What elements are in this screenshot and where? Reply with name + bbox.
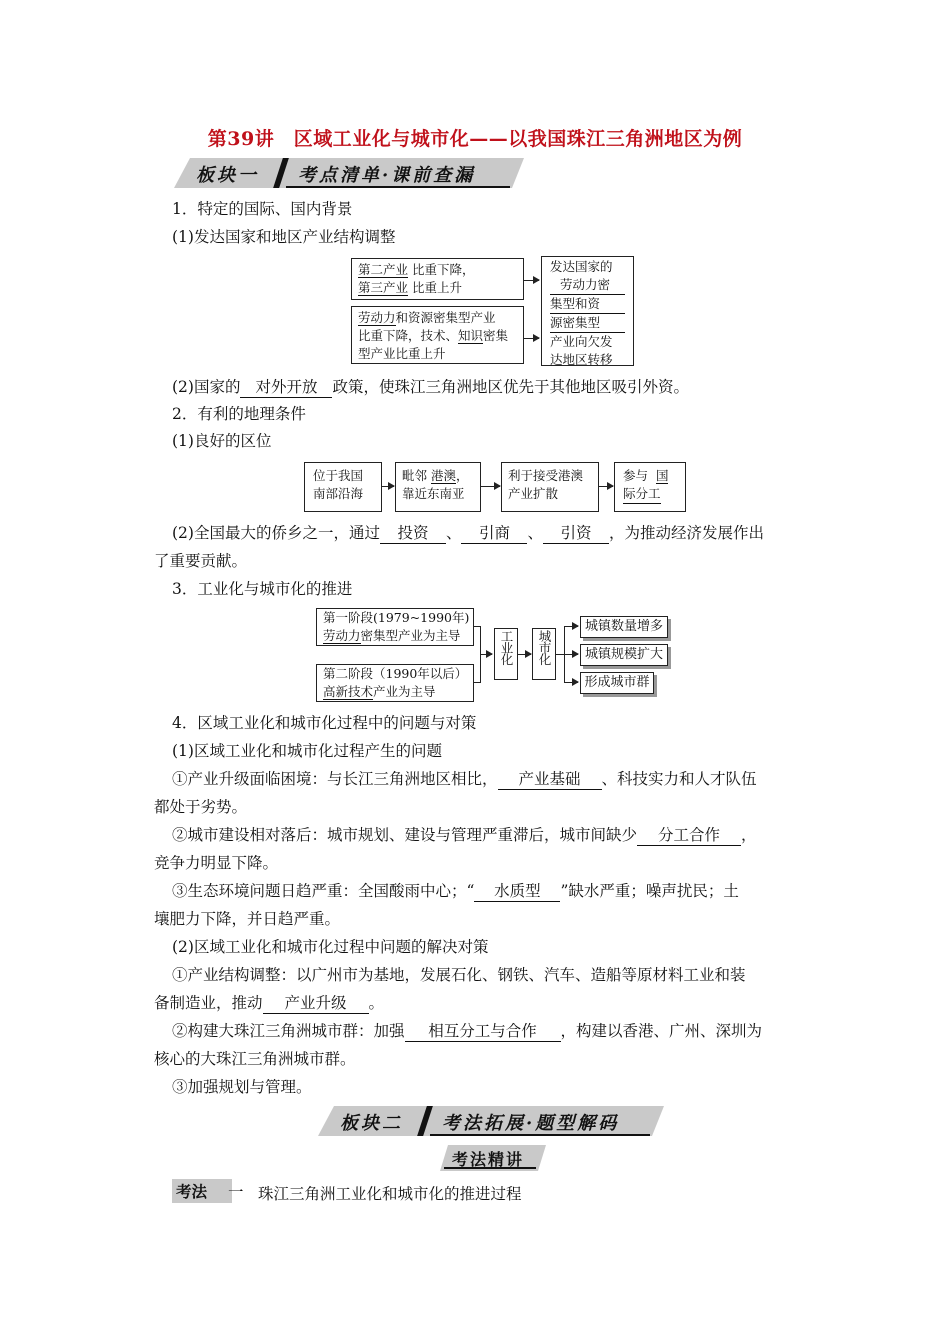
problem-1-line2: 都处于劣势。 <box>154 798 248 816</box>
stage1-desc: 密集型产业为主导 <box>360 628 461 643</box>
kaofa-number: 一 <box>228 1183 244 1201</box>
problem-1 <box>172 768 757 790</box>
result-box-2: 城镇规模扩大 <box>580 644 668 666</box>
item2-pre: (2)国家的 <box>172 378 241 396</box>
box2-text-1: 和资源密集型产业 <box>395 310 496 325</box>
box3-line-2: 劳动力密 <box>550 276 625 295</box>
location-box-2 <box>395 462 481 512</box>
loc-arrow-3 <box>598 486 613 487</box>
section-banner-1 <box>174 158 524 188</box>
loc3-line1: 利于接受港澳 <box>508 468 584 483</box>
loc3-line2: 产业扩散 <box>508 486 559 501</box>
loc2-text-1: 毗邻 <box>402 468 428 483</box>
banner-2-label: 板块二 <box>340 1113 403 1134</box>
loc4-text-2: 际分工 <box>623 485 661 504</box>
sub-banner <box>440 1145 546 1171</box>
banner-1-label: 板块一 <box>196 165 259 186</box>
box3-line-3: 集型和资 <box>550 295 625 314</box>
blank-industry-base: 产业基础 <box>498 770 602 790</box>
box2-text-2: 比重下降，技术、 <box>358 328 459 343</box>
problem-3-line2: 壤肥力下降，并日趋严重。 <box>154 910 341 928</box>
p2-pre: ②城市建设相对落后：城市规划、建设与管理严重滞后，城市间缺少 <box>172 826 638 844</box>
blank-hk-macau: 港澳 <box>431 468 457 483</box>
loc2-comma: ， <box>456 468 469 483</box>
stage-1-box <box>316 608 474 646</box>
blank-international: 国 <box>655 468 669 483</box>
p3-post: ”缺水严重；噪声扰民；土 <box>560 882 739 900</box>
stage-2-box <box>316 664 474 702</box>
box3-line-5: 产业向欠发 <box>550 334 613 349</box>
problem-3 <box>172 880 739 902</box>
section-4-heading: 4．区域工业化和城市化过程中的问题与对策 <box>172 714 477 732</box>
blank-attract-business: 引商 <box>461 524 527 544</box>
sub-banner-label: 考法精讲 <box>452 1150 525 1169</box>
blank-labor: 劳动力 <box>358 310 396 325</box>
blank-attract-capital: 引资 <box>543 524 609 544</box>
blank-opening-up: 对外开放 <box>240 378 332 398</box>
item2b-post: ，为推动经济发展作出 <box>609 524 765 542</box>
blank-invest: 投资 <box>380 524 446 544</box>
blank-second-industry: 第二产业 <box>358 262 409 277</box>
solution-2-line2: 核心的大珠江三角洲城市群。 <box>154 1050 356 1068</box>
banner-1-topic: 考点清单·课前查漏 <box>298 165 476 186</box>
arrow-to-ind <box>480 654 492 655</box>
section-2-item-1: (1)良好的区位 <box>172 432 272 450</box>
arrow-2 <box>523 338 539 339</box>
loc-arrow-2 <box>480 486 500 487</box>
sep-2: 、 <box>527 524 543 542</box>
box2-text-4: 型产业比重上升 <box>358 346 446 361</box>
industrialization-label: 工业化 <box>499 630 514 665</box>
blank-knowledge: 知识 <box>458 328 484 343</box>
q2-pre: ②构建大珠江三角洲城市群：加强 <box>172 1022 405 1040</box>
item2-post: 政策，使珠江三角洲地区优先于其他地区吸引外资。 <box>332 378 689 396</box>
box3-line-4: 源密集型 <box>550 314 625 333</box>
result-box-1: 城镇数量增多 <box>580 616 668 638</box>
urbanization-label: 城市化 <box>537 630 552 665</box>
solution-1-line2 <box>154 992 384 1014</box>
blank-water-quality: 水质型 <box>474 882 560 902</box>
page-title: 第39讲 区域工业化与城市化——以我国珠江三角洲地区为例 <box>207 128 743 150</box>
box1-text-2: 比重上升 <box>412 280 463 295</box>
section-4-sub-1: (1)区域工业化和城市化过程产生的问题 <box>172 742 442 760</box>
diagram1-box-industry-transfer <box>541 256 634 366</box>
problem-2-line2: 竞争力明显下降。 <box>154 854 279 872</box>
arrow-1 <box>523 280 539 281</box>
solution-3: ③加强规划与管理。 <box>172 1078 312 1096</box>
arrow-r2 <box>564 654 578 655</box>
box3-line-6: 达地区转移 <box>550 352 613 367</box>
industrialization-box <box>494 628 518 680</box>
section-3-heading: 3．工业化与城市化的推进 <box>172 580 353 598</box>
solution-2 <box>172 1020 762 1042</box>
section-1-item-2 <box>172 376 689 398</box>
loc-arrow-1 <box>381 486 394 487</box>
arrow-r3 <box>564 682 578 683</box>
section-4-sub-2: (2)区域工业化和城市化过程中问题的解决对策 <box>172 938 489 956</box>
diagram1-box-industry-ratio <box>351 258 524 300</box>
section-2-heading: 2．有利的地理条件 <box>172 405 306 423</box>
location-box-4 <box>614 462 686 512</box>
location-box-3 <box>501 462 599 512</box>
blank-mutual-cooperation: 相互分工与合作 <box>405 1022 561 1042</box>
blank-division-cooperation: 分工合作 <box>637 826 741 846</box>
p3-pre: ③生态环境问题日趋严重：全国酸雨中心；“ <box>172 882 475 900</box>
loc4-text-1: 参与 <box>623 468 649 483</box>
section-1-heading: 1．特定的国际、国内背景 <box>172 200 353 218</box>
blank-third-industry: 第三产业 <box>358 280 409 295</box>
section-banner-2 <box>318 1106 664 1136</box>
item2b-pre: (2)全国最大的侨乡之一，通过 <box>172 524 380 542</box>
q1-post: 。 <box>368 994 385 1012</box>
stage1-title: 第一阶段(1979~1990年) <box>323 610 470 625</box>
arrow-r1 <box>564 626 578 627</box>
p1-pre: ①产业升级面临困境：与长江三角洲地区相比， <box>172 770 498 788</box>
stage2-desc: 产业为主导 <box>373 684 436 699</box>
result-box-3: 形成城市群 <box>580 672 654 694</box>
section-1-item-1: (1)发达国家和地区产业结构调整 <box>172 228 396 246</box>
solution-1: ①产业结构调整：以广州市为基地，发展石化、钢铁、汽车、造船等原材料工业和装 <box>172 966 746 984</box>
sep-1: 、 <box>445 524 462 542</box>
box3-line-1: 发达国家的 <box>550 259 613 274</box>
section-2-item-2-line2: 了重要贡献。 <box>154 552 248 570</box>
p2-post: ， <box>741 826 757 844</box>
arrow-to-urb <box>517 654 531 655</box>
kaofa-title: 珠江三角洲工业化和城市化的推进过程 <box>258 1185 522 1203</box>
location-box-1 <box>304 462 382 512</box>
problem-2 <box>172 824 757 846</box>
diagram1-box-labor-intensive <box>351 306 524 364</box>
blank-labor-stage: 劳动力 <box>323 628 361 643</box>
stage2-title: 第二阶段（1990年以后） <box>323 666 468 681</box>
kaofa-label: 考法 <box>176 1182 208 1201</box>
q1-pre: 备制造业，推动 <box>154 994 263 1012</box>
banner-2-topic: 考法拓展·题型解码 <box>442 1113 620 1134</box>
blank-hitech: 高新技术 <box>323 684 374 699</box>
box2-text-3: 密集 <box>483 328 509 343</box>
urbanization-box <box>532 628 556 680</box>
box1-text-1: 比重下降， <box>412 262 475 277</box>
p1-post: 、科技实力和人才队伍 <box>601 770 757 788</box>
blank-industry-upgrade: 产业升级 <box>263 994 369 1014</box>
loc1-line2: 南部沿海 <box>313 486 364 501</box>
section-2-item-2 <box>172 522 764 544</box>
q2-post: ，构建以香港、广州、深圳为 <box>560 1022 763 1040</box>
loc2-text-2: 靠近东南亚 <box>402 486 465 501</box>
loc1-line1: 位于我国 <box>313 468 364 483</box>
